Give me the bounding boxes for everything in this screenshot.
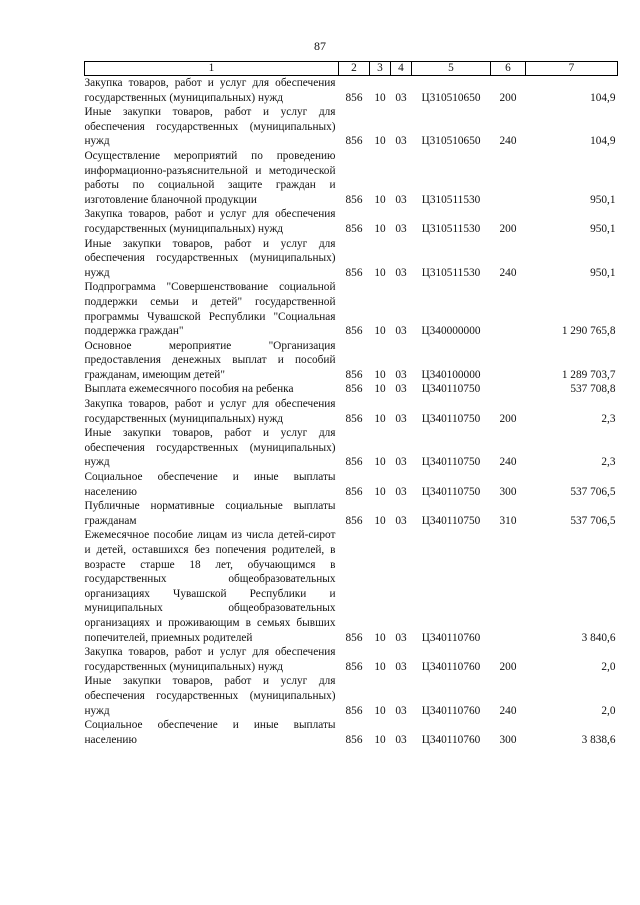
expense-type-code: 300 (499, 733, 517, 746)
section-code: 10 (374, 660, 386, 673)
section-code: 10 (374, 383, 386, 396)
target-article-code: Ц340110750 (421, 456, 481, 469)
ministry-code: 856 (345, 660, 363, 673)
ministry-code: 856 (345, 266, 363, 279)
line-item-name: Социальное обеспечение и иные выплаты населению (84, 471, 336, 498)
subsection-code: 03 (395, 368, 407, 381)
subsection-code: 03 (395, 631, 407, 644)
table-row (85, 339, 618, 383)
section-code: 10 (374, 514, 386, 527)
expense-type-code: 240 (499, 456, 517, 469)
ministry-code: 856 (345, 514, 363, 527)
column-header: 7 (526, 62, 618, 76)
subsection-code: 03 (395, 193, 407, 206)
target-article-code: Ц340110750 (421, 412, 481, 425)
subsection-code: 03 (395, 266, 407, 279)
subsection-code: 03 (395, 733, 407, 746)
line-item-name: Иные закупки товаров, работ и услуг для обеспечения государственных (муниципальных) нужд (84, 427, 336, 469)
amount: 1 290 765,8 (561, 325, 616, 338)
ministry-code: 856 (345, 193, 363, 206)
ministry-code: 856 (345, 91, 363, 104)
amount: 537 708,8 (570, 383, 616, 396)
table-header-row (85, 62, 618, 76)
expense-type-code: 240 (499, 266, 517, 279)
column-header: 2 (339, 62, 370, 76)
ministry-code: 856 (345, 733, 363, 746)
table-body (85, 76, 618, 748)
table-row (85, 528, 618, 645)
table-row (85, 645, 618, 674)
amount: 537 706,5 (570, 485, 616, 498)
ministry-code: 856 (345, 704, 363, 717)
section-code: 10 (374, 193, 386, 206)
line-item-name: Иные закупки товаров, работ и услуг для обеспечения государственных (муниципальных) нужд (84, 237, 336, 279)
table-row (85, 426, 618, 470)
target-article-code: Ц340110760 (421, 733, 481, 746)
ministry-code: 856 (345, 456, 363, 469)
section-code: 10 (374, 325, 386, 338)
line-item-name: Иные закупки товаров, работ и услуг для обеспечения государственных (муниципальных) нужд (84, 675, 336, 717)
line-item-name: Выплата ежемесячного пособия на ребенка (84, 383, 294, 396)
ministry-code: 856 (345, 631, 363, 644)
target-article-code: Ц340100000 (421, 368, 481, 381)
column-header: 3 (370, 62, 391, 76)
section-code: 10 (374, 631, 386, 644)
line-item-name: Социальное обеспечение и иные выплаты населению (84, 719, 336, 746)
expense-type-code (491, 280, 526, 338)
amount: 537 706,5 (570, 514, 616, 527)
subsection-code: 03 (395, 485, 407, 498)
table-row (85, 397, 618, 426)
amount: 3 838,6 (581, 733, 616, 746)
section-code: 10 (374, 91, 386, 104)
expense-type-code: 200 (499, 91, 517, 104)
line-item-name: Закупка товаров, работ и услуг для обеспечения государственных (муниципальных) нужд (84, 77, 336, 104)
section-code: 10 (374, 222, 386, 235)
expense-type-code (491, 149, 526, 207)
subsection-code: 03 (395, 704, 407, 717)
ministry-code: 856 (345, 383, 363, 396)
line-item-name: Иные закупки товаров, работ и услуг для обеспечения государственных (муниципальных) нужд (84, 106, 336, 148)
subsection-code: 03 (395, 412, 407, 425)
amount: 2,3 (601, 456, 616, 469)
subsection-code: 03 (395, 325, 407, 338)
expense-type-code: 200 (499, 660, 517, 673)
section-code: 10 (374, 266, 386, 279)
section-code: 10 (374, 135, 386, 148)
table-row (85, 382, 618, 397)
expense-type-code (491, 528, 526, 645)
subsection-code: 03 (395, 383, 407, 396)
amount: 1 289 703,7 (561, 368, 616, 381)
amount: 2,3 (601, 412, 616, 425)
target-article-code: Ц310510650 (421, 91, 481, 104)
line-item-name: Основное мероприятие "Организация предоставления денежных выплат и пособий гражданам, имеющим детей" (84, 339, 336, 381)
ministry-code: 856 (345, 368, 363, 381)
table-row (85, 674, 618, 718)
section-code: 10 (374, 704, 386, 717)
subsection-code: 03 (395, 456, 407, 469)
column-header: 5 (412, 62, 491, 76)
table-row (85, 237, 618, 281)
line-item-name: Закупка товаров, работ и услуг для обеспечения государственных (муниципальных) нужд (84, 208, 336, 235)
amount: 2,0 (601, 660, 616, 673)
target-article-code: Ц340110760 (421, 660, 481, 673)
table-row (85, 207, 618, 236)
amount: 2,0 (601, 704, 616, 717)
target-article-code: Ц340110760 (421, 631, 481, 644)
target-article-code: Ц340110750 (421, 485, 481, 498)
section-code: 10 (374, 456, 386, 469)
target-article-code: Ц340110750 (421, 514, 481, 527)
table-row (85, 280, 618, 338)
target-article-code: Ц340110760 (421, 704, 481, 717)
ministry-code: 856 (345, 135, 363, 148)
subsection-code: 03 (395, 514, 407, 527)
target-article-code: Ц310511530 (421, 266, 481, 279)
section-code: 10 (374, 412, 386, 425)
subsection-code: 03 (395, 222, 407, 235)
line-item-name: Подпрограмма "Совершенствование социальной поддержки семьи и детей" государственной программы Чувашской Республики "Социальная поддержка граждан" (84, 281, 336, 338)
amount: 950,1 (590, 222, 616, 235)
column-header: 6 (491, 62, 526, 76)
subsection-code: 03 (395, 135, 407, 148)
line-item-name: Закупка товаров, работ и услуг для обеспечения государственных (муниципальных) нужд (84, 646, 336, 673)
line-item-name: Закупка товаров, работ и услуг для обеспечения государственных (муниципальных) нужд (84, 398, 336, 425)
section-code: 10 (374, 485, 386, 498)
ministry-code: 856 (345, 485, 363, 498)
expense-type-code: 240 (499, 704, 517, 717)
expense-type-code (491, 339, 526, 383)
target-article-code: Ц340000000 (421, 325, 481, 338)
column-header: 4 (391, 62, 412, 76)
table-row (85, 149, 618, 207)
expense-type-code: 200 (499, 222, 517, 235)
section-code: 10 (374, 368, 386, 381)
line-item-name: Ежемесячное пособие лицам из числа детей-сирот и детей, оставшихся без попечения родителей, в возрасте старше 18 лет, обучающимся в государственных общеобразовательных организациях Чувашской Республики и муниципальных общеобразовательных организациях и проживающим в семьях бывших попечителей, приемных родителей (84, 529, 336, 644)
page-number: 87 (314, 39, 326, 53)
section-code: 10 (374, 733, 386, 746)
amount: 950,1 (590, 266, 616, 279)
ministry-code: 856 (345, 412, 363, 425)
amount: 104,9 (590, 135, 616, 148)
expense-type-code (491, 382, 526, 397)
amount: 3 840,6 (581, 631, 616, 644)
column-header: 1 (85, 62, 339, 76)
expense-type-code: 240 (499, 135, 517, 148)
budget-table (84, 61, 618, 747)
target-article-code: Ц310510650 (421, 135, 481, 148)
target-article-code: Ц340110750 (421, 383, 481, 396)
table-row (85, 499, 618, 528)
line-item-name: Публичные нормативные социальные выплаты гражданам (84, 500, 336, 527)
table-row (85, 718, 618, 747)
amount: 104,9 (590, 91, 616, 104)
ministry-code: 856 (345, 222, 363, 235)
expense-type-code: 300 (499, 485, 517, 498)
expense-type-code: 310 (499, 514, 517, 527)
line-item-name: Осуществление мероприятий по проведению информационно-разъяснительной и методической работы по социальной защите граждан и изготовление бланочной продукции (84, 149, 336, 206)
table-row (85, 105, 618, 149)
ministry-code: 856 (345, 325, 363, 338)
expense-type-code: 200 (499, 412, 517, 425)
amount: 950,1 (590, 193, 616, 206)
subsection-code: 03 (395, 660, 407, 673)
subsection-code: 03 (395, 91, 407, 104)
target-article-code: Ц310511530 (421, 193, 481, 206)
target-article-code: Ц310511530 (421, 222, 481, 235)
table-row (85, 470, 618, 499)
table-row (85, 76, 618, 106)
